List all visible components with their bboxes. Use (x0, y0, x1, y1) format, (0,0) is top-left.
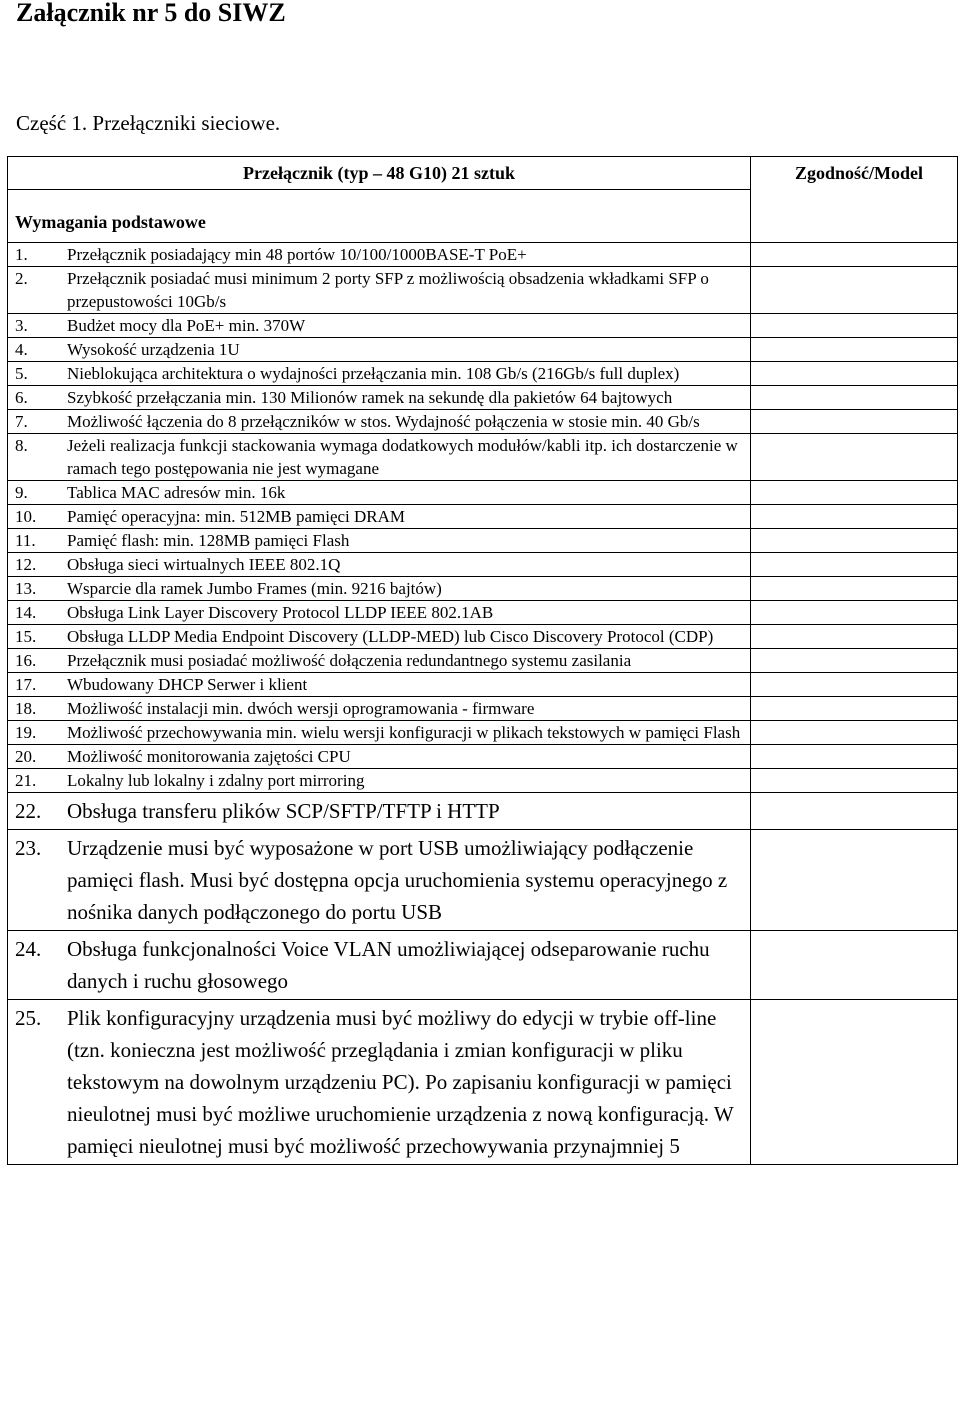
requirement-number: 7. (15, 412, 28, 431)
compliance-cell[interactable] (751, 267, 958, 314)
requirement-cell (8, 830, 751, 931)
requirement-cell (8, 267, 751, 314)
requirement-number: 19. (15, 723, 37, 742)
requirement-text: Możliwość łączenia do 8 przełączników w stos. Wydajność połączenia w stosie min. 40 Gb/s (67, 412, 700, 431)
requirement-cell (8, 745, 751, 769)
requirement-number: 3. (15, 316, 28, 335)
requirement-number: 13. (15, 579, 37, 598)
header-device: Przełącznik (typ – 48 G10) 21 sztuk (8, 157, 751, 190)
requirement-row (8, 673, 958, 697)
requirement-line (8, 243, 750, 266)
compliance-cell[interactable] (751, 553, 958, 577)
requirement-text: Urządzenie musi być wyposażone w port USB umożliwiający podłączenie pamięci flash. Musi być dostępna opcja uruchomienia systemu operacyjnego z nośnika danych podłączonego do portu USB (67, 836, 728, 924)
compliance-cell[interactable] (751, 625, 958, 649)
requirement-row (8, 625, 958, 649)
requirement-row (8, 434, 958, 481)
requirement-number: 5. (15, 364, 28, 383)
header-basic-requirements (8, 190, 751, 243)
requirement-cell (8, 649, 751, 673)
requirement-row (8, 577, 958, 601)
compliance-cell[interactable] (751, 830, 958, 931)
requirement-row (8, 793, 958, 830)
requirement-text: Pamięć operacyjna: min. 512MB pamięci DRAM (67, 507, 406, 526)
compliance-cell[interactable] (751, 793, 958, 830)
requirement-row (8, 386, 958, 410)
requirement-line (8, 529, 750, 552)
requirement-cell (8, 529, 751, 553)
requirement-text: Plik konfiguracyjny urządzenia musi być możliwy do edycji w trybie off-line (tzn. konieczna jest możliwość przeglądania i zmian konfiguracji w pliku tekstowym na dowolnym urządzeniu PC). Po zapisaniu konfiguracji w pamięci nieulotnej musi być możliwe uruchomienie urządzenia z nową konfiguracją. W pamięci nieulotnej musi być możliwość przechowywania przynajmniej 5 (67, 1006, 734, 1158)
requirement-cell (8, 601, 751, 625)
requirement-cell (8, 577, 751, 601)
requirement-cell (8, 769, 751, 793)
requirement-row (8, 505, 958, 529)
requirement-line (8, 649, 750, 672)
compliance-cell[interactable] (751, 673, 958, 697)
compliance-cell[interactable] (751, 769, 958, 793)
requirement-text: Wbudowany DHCP Serwer i klient (67, 675, 308, 694)
requirement-number: 8. (15, 436, 28, 455)
requirement-cell (8, 793, 751, 830)
requirement-number: 15. (15, 627, 37, 646)
requirement-line (8, 386, 750, 409)
requirement-line (8, 553, 750, 576)
requirement-row (8, 745, 958, 769)
requirement-cell (8, 1000, 751, 1165)
header-compliance-model: Zgodność/Model (751, 157, 958, 243)
requirement-row (8, 362, 958, 386)
requirement-line (8, 505, 750, 528)
compliance-cell[interactable] (751, 481, 958, 505)
requirement-line (8, 410, 750, 433)
requirement-cell (8, 434, 751, 481)
requirement-number: 1. (15, 245, 28, 264)
compliance-cell[interactable] (751, 649, 958, 673)
requirement-row (8, 721, 958, 745)
requirement-text: Budżet mocy dla PoE+ min. 370W (67, 316, 306, 335)
requirement-line (8, 721, 750, 744)
document-title: Załącznik nr 5 do SIWZ (16, 0, 286, 27)
requirement-cell (8, 721, 751, 745)
requirement-row (8, 553, 958, 577)
requirement-line (8, 314, 750, 337)
requirement-cell (8, 243, 751, 267)
requirement-line (8, 577, 750, 600)
requirement-number: 2. (15, 269, 28, 288)
requirement-number: 18. (15, 699, 37, 718)
requirement-number: 17. (15, 675, 37, 694)
requirement-number: 12. (15, 555, 37, 574)
requirement-cell (8, 362, 751, 386)
compliance-cell[interactable] (751, 931, 958, 1000)
compliance-cell[interactable] (751, 505, 958, 529)
requirement-line (8, 769, 750, 792)
requirement-text: Możliwość instalacji min. dwóch wersji oprogramowania - firmware (67, 699, 535, 718)
header-row (8, 157, 958, 190)
requirement-cell (8, 410, 751, 434)
requirement-number: 21. (15, 771, 37, 790)
requirement-text: Wysokość urządzenia 1U (67, 340, 240, 359)
requirement-line (8, 830, 750, 930)
requirement-cell (8, 386, 751, 410)
requirement-number: 16. (15, 651, 37, 670)
compliance-cell[interactable] (751, 745, 958, 769)
requirement-text: Obsługa transferu plików SCP/SFTP/TFTP i HTTP (67, 799, 500, 823)
requirement-row (8, 830, 958, 931)
compliance-cell[interactable] (751, 697, 958, 721)
requirement-number: 25. (15, 1006, 42, 1030)
requirement-row (8, 601, 958, 625)
requirements-table (7, 156, 958, 1165)
compliance-cell[interactable] (751, 243, 958, 267)
requirement-row (8, 314, 958, 338)
requirement-text: Możliwość przechowywania min. wielu wersji konfiguracji w plikach tekstowych w pamięci Flash (67, 723, 741, 742)
requirement-text: Obsługa sieci wirtualnych IEEE 802.1Q (67, 555, 341, 574)
requirement-row (8, 338, 958, 362)
requirement-text: Możliwość monitorowania zajętości CPU (67, 747, 351, 766)
requirement-cell (8, 338, 751, 362)
compliance-cell[interactable] (751, 1000, 958, 1165)
requirement-number: 14. (15, 603, 37, 622)
requirement-line (8, 745, 750, 768)
requirement-cell (8, 931, 751, 1000)
compliance-cell[interactable] (751, 314, 958, 338)
requirement-text: Jeżeli realizacja funkcji stackowania wymaga dodatkowych modułów/kabli itp. ich dostarczenie w ramach tego postępowania nie jest wymagane (67, 436, 738, 478)
compliance-cell[interactable] (751, 362, 958, 386)
compliance-cell[interactable] (751, 386, 958, 410)
requirement-cell (8, 553, 751, 577)
document-subtitle: Część 1. Przełączniki sieciowe. (16, 111, 281, 135)
requirement-number: 22. (15, 799, 42, 823)
requirement-number: 6. (15, 388, 28, 407)
compliance-cell[interactable] (751, 434, 958, 481)
requirement-number: 20. (15, 747, 37, 766)
requirement-number: 4. (15, 340, 28, 359)
requirement-line (8, 601, 750, 624)
requirement-row (8, 481, 958, 505)
requirement-line (8, 697, 750, 720)
requirement-line (8, 793, 750, 829)
requirement-number: 23. (15, 836, 42, 860)
requirement-row (8, 1000, 958, 1165)
requirement-number: 9. (15, 483, 28, 502)
compliance-cell[interactable] (751, 721, 958, 745)
requirement-line (8, 625, 750, 648)
requirement-line (8, 673, 750, 696)
compliance-cell[interactable] (751, 601, 958, 625)
requirement-line (8, 434, 750, 480)
requirement-row (8, 267, 958, 314)
requirement-text: Przełącznik posiadać musi minimum 2 porty SFP z możliwością obsadzenia wkładkami SFP o przepustowości 10Gb/s (67, 269, 709, 311)
requirement-number: 10. (15, 507, 37, 526)
requirement-line (8, 1000, 750, 1164)
requirement-text: Tablica MAC adresów min. 16k (67, 483, 286, 502)
requirement-row (8, 410, 958, 434)
requirement-cell (8, 625, 751, 649)
requirement-row (8, 931, 958, 1000)
requirement-cell (8, 314, 751, 338)
requirement-line (8, 481, 750, 504)
requirement-text: Obsługa LLDP Media Endpoint Discovery (LLDP-MED) lub Cisco Discovery Protocol (CDP) (67, 627, 714, 646)
requirement-text: Nieblokująca architektura o wydajności przełączania min. 108 Gb/s (216Gb/s full duplex) (67, 364, 680, 383)
requirement-number: 24. (15, 937, 42, 961)
requirement-line (8, 338, 750, 361)
requirement-row (8, 769, 958, 793)
requirement-text: Obsługa Link Layer Discovery Protocol LLDP IEEE 802.1AB (67, 603, 494, 622)
requirement-text: Przełącznik musi posiadać możliwość dołączenia redundantnego systemu zasilania (67, 651, 632, 670)
requirement-row (8, 649, 958, 673)
requirement-text: Lokalny lub lokalny i zdalny port mirroring (67, 771, 365, 790)
header-basic-label: Wymagania podstawowe (15, 212, 206, 232)
requirement-cell (8, 673, 751, 697)
requirement-cell (8, 697, 751, 721)
requirement-text: Obsługa funkcjonalności Voice VLAN umożliwiającej odseparowanie ruchu danych i ruchu głosowego (67, 937, 710, 993)
requirement-line (8, 362, 750, 385)
requirement-text: Wsparcie dla ramek Jumbo Frames (min. 9216 bajtów) (67, 579, 442, 598)
requirement-row (8, 697, 958, 721)
requirement-line (8, 267, 750, 313)
compliance-cell[interactable] (751, 529, 958, 553)
compliance-cell[interactable] (751, 410, 958, 434)
compliance-cell[interactable] (751, 577, 958, 601)
compliance-cell[interactable] (751, 338, 958, 362)
requirement-text: Przełącznik posiadający min 48 portów 10/100/1000BASE-T PoE+ (67, 245, 527, 264)
requirement-text: Pamięć flash: min. 128MB pamięci Flash (67, 531, 350, 550)
requirement-row (8, 243, 958, 267)
requirement-cell (8, 505, 751, 529)
requirement-row (8, 529, 958, 553)
requirement-cell (8, 481, 751, 505)
requirement-text: Szybkość przełączania min. 130 Milionów ramek na sekundę dla pakietów 64 bajtowych (67, 388, 673, 407)
requirement-line (8, 931, 750, 999)
requirement-number: 11. (15, 531, 36, 550)
